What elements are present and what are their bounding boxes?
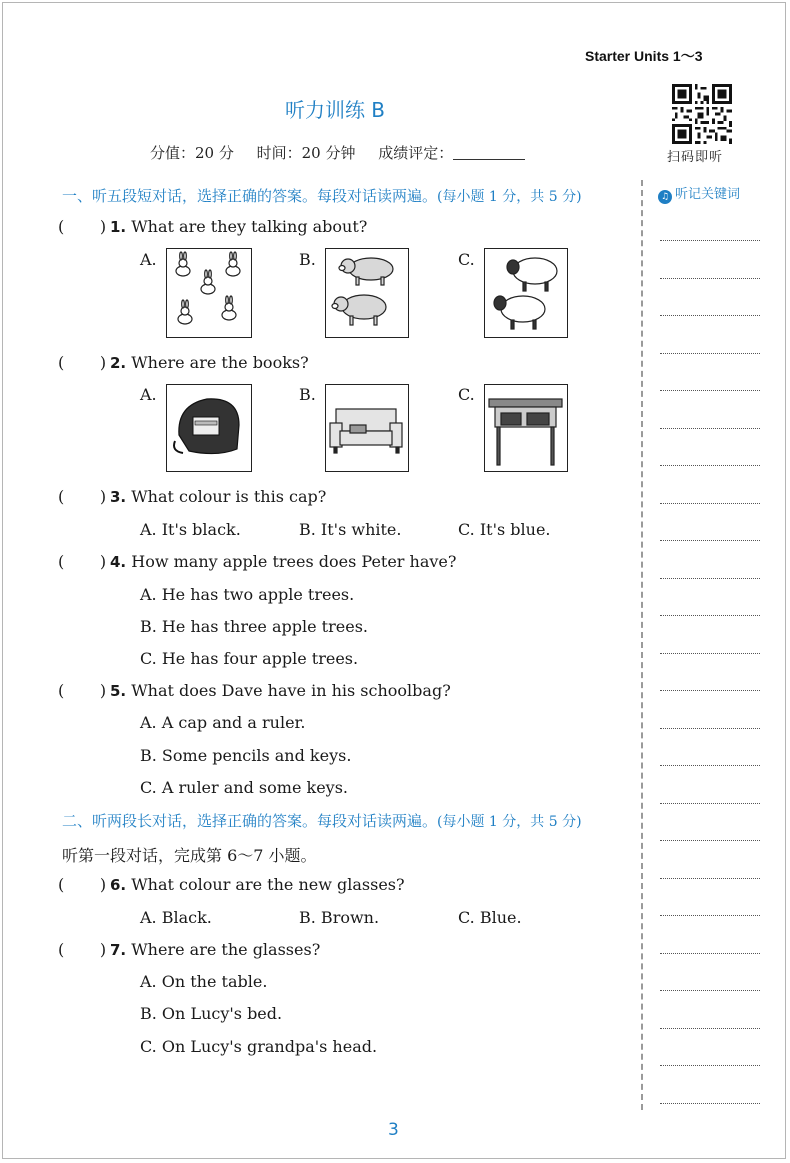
page-frame <box>2 2 786 1159</box>
option-letter[interactable]: C. <box>458 385 475 404</box>
section2-heading-text: 二、听两段长对话，选择正确的答案。每段对话读两遍。 <box>62 812 438 830</box>
headphone-icon: ♫ <box>658 190 672 204</box>
note-line[interactable] <box>660 690 760 691</box>
desk-image[interactable] <box>484 384 568 472</box>
question-number: 1. <box>110 218 127 236</box>
unit-label: Starter Units 1～3 <box>585 48 703 64</box>
answer-paren[interactable]: ( ) <box>58 353 107 372</box>
section1-heading <box>62 185 582 206</box>
answer-paren[interactable]: ( ) <box>58 217 107 236</box>
option-a[interactable]: A. A cap and a ruler. <box>140 713 306 732</box>
option-letter[interactable]: B. <box>299 250 316 269</box>
question-6 <box>58 875 405 894</box>
note-line[interactable] <box>660 803 760 804</box>
option-letter[interactable]: A. <box>140 385 157 404</box>
section2-points: (每小题 1 分，共 5 分) <box>437 814 582 830</box>
answer-paren[interactable]: ( ) <box>58 940 107 959</box>
option-letter[interactable]: C. <box>458 250 475 269</box>
note-line[interactable] <box>660 1103 760 1104</box>
answer-paren[interactable]: ( ) <box>58 875 107 894</box>
option-a[interactable]: A. On the table. <box>140 972 268 991</box>
question-text: What colour is this cap? <box>131 487 327 506</box>
sheep-image[interactable] <box>484 248 568 338</box>
question-number: 6. <box>110 876 127 894</box>
section1-heading-text: 一、听五段短对话，选择正确的答案。每段对话读两遍。 <box>62 187 438 205</box>
rabbits-image[interactable] <box>166 248 252 338</box>
option-b[interactable]: B. On Lucy's bed. <box>140 1004 283 1023</box>
note-line[interactable] <box>660 1028 760 1029</box>
note-line[interactable] <box>660 765 760 766</box>
section2-subheading: 听第一段对话，完成第 6～7 小题。 <box>62 846 317 865</box>
grade-blank[interactable] <box>453 145 525 160</box>
question-2 <box>58 353 309 372</box>
option-c[interactable]: C. He has four apple trees. <box>140 649 359 668</box>
question-number: 3. <box>110 488 127 506</box>
option-c[interactable]: C. On Lucy's grandpa's head. <box>140 1037 378 1056</box>
question-7 <box>58 940 320 959</box>
question-text: How many apple trees does Peter have? <box>131 552 457 571</box>
note-line[interactable] <box>660 840 760 841</box>
question-text: What are they talking about? <box>131 217 368 236</box>
note-line[interactable] <box>660 540 760 541</box>
question-number: 7. <box>110 941 127 959</box>
option-letter[interactable]: B. <box>299 385 316 404</box>
question-text: What colour are the new glasses? <box>131 875 405 894</box>
question-number: 5. <box>110 682 127 700</box>
page-number: 3 <box>388 1120 399 1140</box>
time-label: 时间：20 分钟 <box>256 144 356 162</box>
note-line[interactable] <box>660 503 760 504</box>
page-title: 听力训练 B <box>284 98 386 122</box>
grade-label: 成绩评定： <box>378 144 454 162</box>
meta-line <box>150 142 525 163</box>
section2-heading <box>62 810 582 831</box>
question-1 <box>58 217 367 236</box>
question-5 <box>58 681 451 700</box>
note-line[interactable] <box>660 315 760 316</box>
note-line[interactable] <box>660 990 760 991</box>
schoolbag-image[interactable] <box>166 384 252 472</box>
option-a[interactable]: A. Black. <box>140 908 212 927</box>
note-line[interactable] <box>660 953 760 954</box>
note-line[interactable] <box>660 615 760 616</box>
sidebar-heading <box>658 183 740 204</box>
sofa-image[interactable] <box>325 384 409 472</box>
option-a[interactable]: A. It's black. <box>140 520 241 539</box>
note-line[interactable] <box>660 353 760 354</box>
question-number: 4. <box>110 553 127 571</box>
note-line[interactable] <box>660 278 760 279</box>
question-text: What does Dave have in his schoolbag? <box>131 681 451 700</box>
option-c[interactable]: C. Blue. <box>458 908 522 927</box>
note-line[interactable] <box>660 578 760 579</box>
section1-points: (每小题 1 分，共 5 分) <box>437 189 582 205</box>
question-4 <box>58 552 456 571</box>
question-text: Where are the books? <box>131 353 309 372</box>
option-b[interactable]: B. Some pencils and keys. <box>140 746 352 765</box>
option-a[interactable]: A. He has two apple trees. <box>140 585 355 604</box>
question-number: 2. <box>110 354 127 372</box>
note-line[interactable] <box>660 653 760 654</box>
answer-paren[interactable]: ( ) <box>58 681 107 700</box>
qr-code-icon[interactable] <box>672 84 732 144</box>
score-label: 分值：20 分 <box>150 144 234 162</box>
note-line[interactable] <box>660 240 760 241</box>
option-c[interactable]: C. It's blue. <box>458 520 551 539</box>
sidebar-heading-text: 听记关键词 <box>675 187 741 202</box>
option-b[interactable]: B. It's white. <box>299 520 402 539</box>
note-line[interactable] <box>660 728 760 729</box>
pigs-image[interactable] <box>325 248 409 338</box>
option-c[interactable]: C. A ruler and some keys. <box>140 778 348 797</box>
question-text: Where are the glasses? <box>131 940 321 959</box>
note-line[interactable] <box>660 915 760 916</box>
note-line[interactable] <box>660 878 760 879</box>
qr-label: 扫码即听 <box>667 150 724 165</box>
option-b[interactable]: B. He has three apple trees. <box>140 617 368 636</box>
note-line[interactable] <box>660 390 760 391</box>
note-line[interactable] <box>660 465 760 466</box>
note-line[interactable] <box>660 1065 760 1066</box>
answer-paren[interactable]: ( ) <box>58 487 107 506</box>
option-b[interactable]: B. Brown. <box>299 908 380 927</box>
answer-paren[interactable]: ( ) <box>58 552 107 571</box>
option-letter[interactable]: A. <box>140 250 157 269</box>
note-line[interactable] <box>660 428 760 429</box>
question-3 <box>58 487 326 506</box>
dashed-divider <box>641 180 643 1110</box>
